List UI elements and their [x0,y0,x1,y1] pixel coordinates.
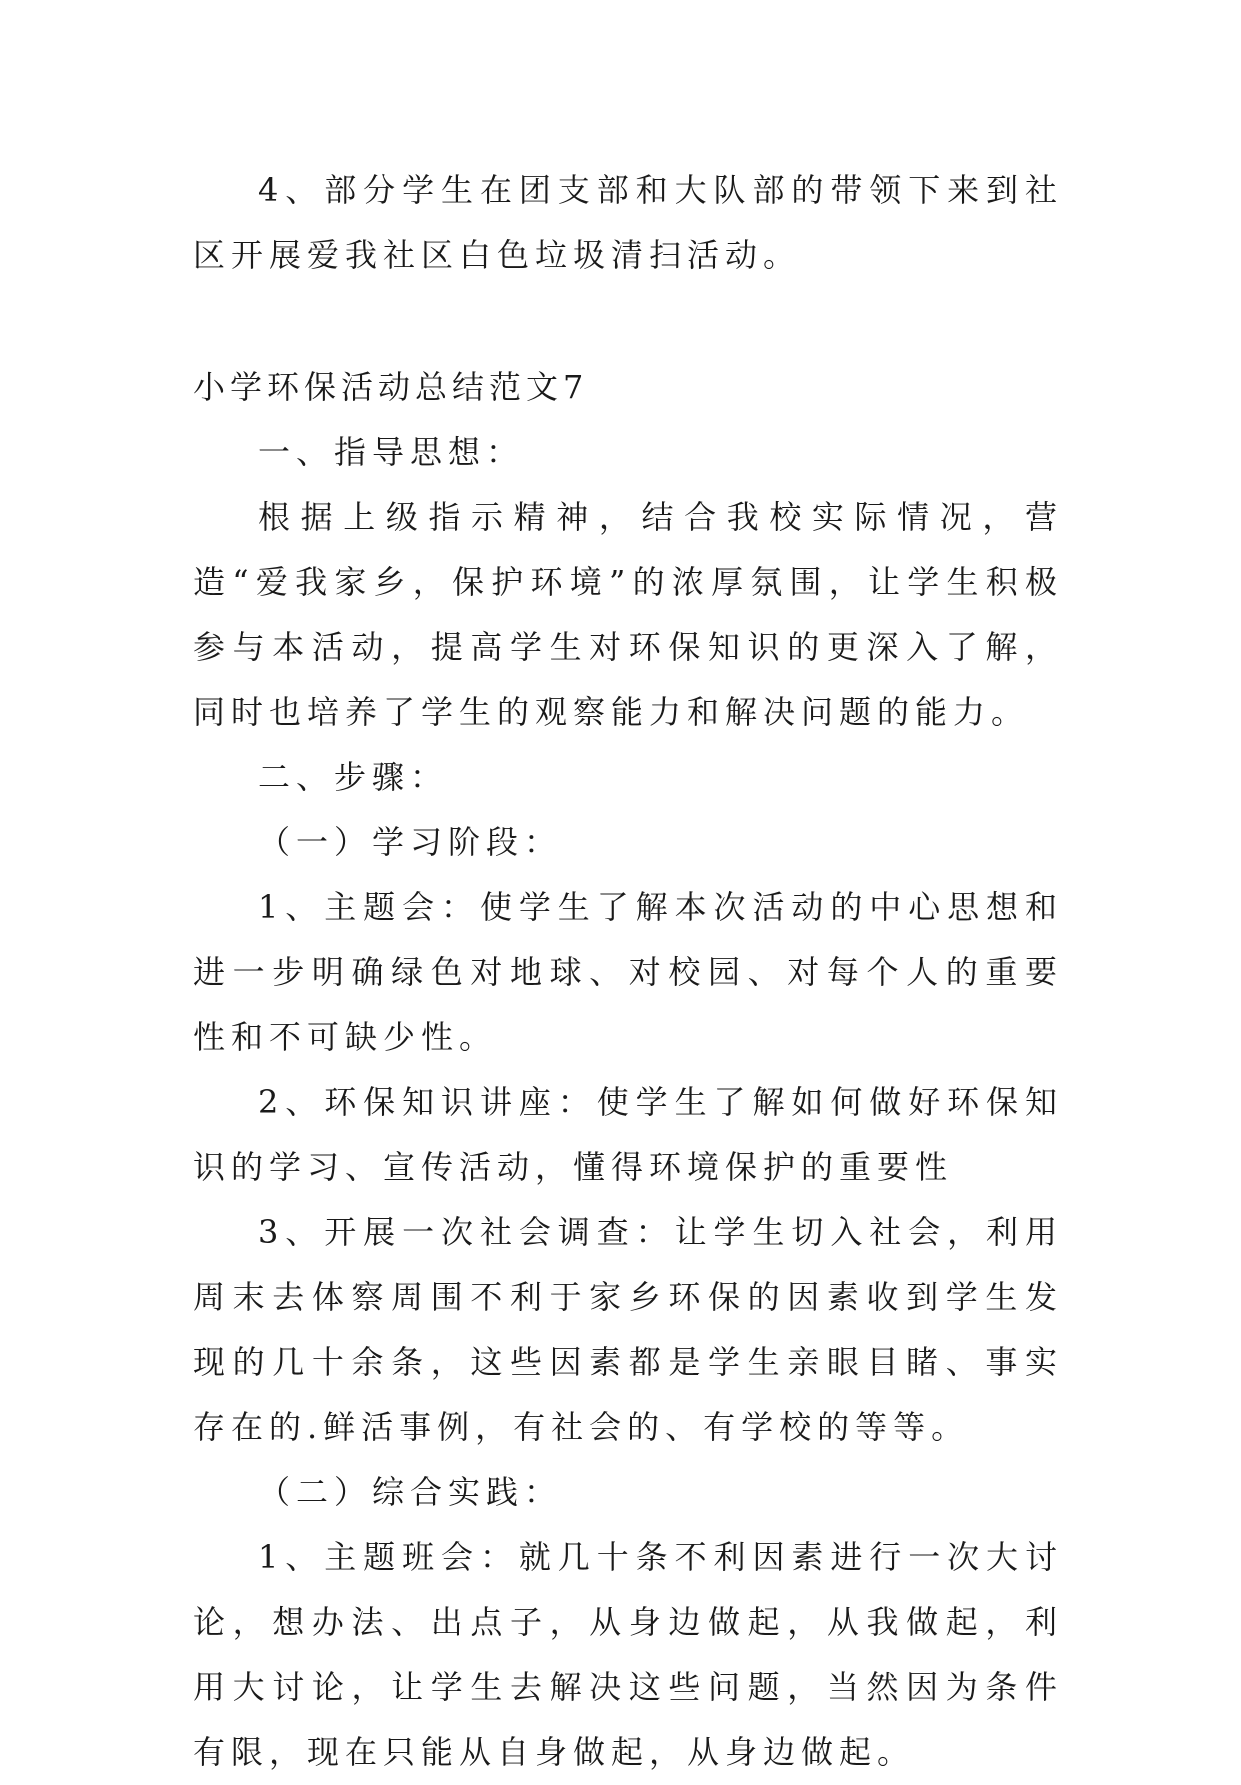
paragraph-intro-4: 4、部分学生在团支部和大队部的带领下来到社区开展爱我社区白色垃圾清扫活动。 [193,171,1063,274]
subheading-practice: （二）综合实践： [258,1473,563,1511]
subheading-learning-stage: （一）学习阶段： [258,823,563,861]
paragraph-guiding-thought: 根据上级指示精神，结合我校实际情况，营造“爱我家乡，保护环境”的浓厚氛围，让学生积极参与本活动，提高学生对环保知识的更深入了解，同时也培养了学生的观察能力和解决问题的能力。 [193,498,1063,731]
section-title: 小学环保活动总结范文7 [193,368,589,406]
paragraph-practice-1: 1、主题班会：就几十条不利因素进行一次大讨论，想办法、出点子，从身边做起，从我做起，利用大讨论，让学生去解决这些问题，当然因为条件有限，现在只能从自身做起，从身边做起。 [193,1538,1063,1771]
document-body [193,158,1063,1785]
paragraph-step-2: 2、环保知识讲座：使学生了解如何做好环保知识的学习、宣传活动，懂得环境保护的重要性 [193,1083,1063,1186]
heading-steps: 二、步骤： [258,758,449,796]
heading-guiding-thought: 一、指导思想： [258,433,525,471]
paragraph-step-3: 3、开展一次社会调查：让学生切入社会，利用周末去体察周围不利于家乡环保的因素收到学生发现的几十余条，这些因素都是学生亲眼目睹、事实存在的.鲜活事例，有社会的、有学校的等等。 [193,1213,1063,1446]
paragraph-step-1: 1、主题会：使学生了解本次活动的中心思想和进一步明确绿色对地球、对校园、对每个人的重要性和不可缺少性。 [193,888,1063,1056]
